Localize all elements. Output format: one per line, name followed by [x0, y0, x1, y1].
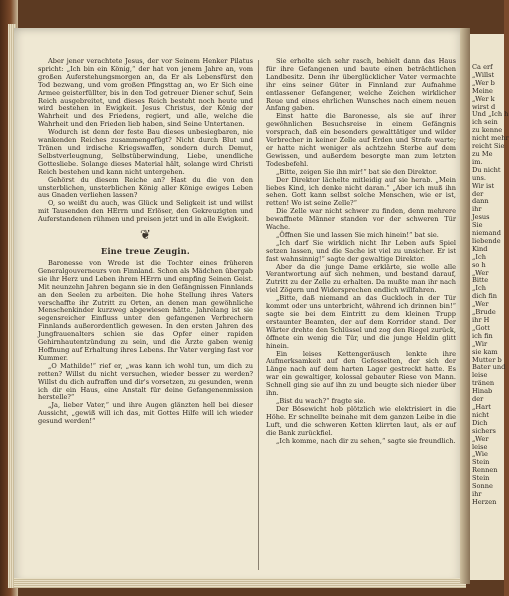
- facing-page-line: der: [472, 395, 484, 404]
- facing-page-line: tränen: [472, 379, 495, 388]
- facing-page-line: leise: [472, 442, 488, 451]
- facing-page-line: „Wer: [472, 434, 489, 443]
- paragraph: „Bist du wach?“ fragte sie.: [276, 396, 366, 405]
- facing-page-line: Kind: [472, 244, 488, 253]
- facing-page-line: der: [472, 189, 484, 198]
- facing-page-line: so h: [472, 260, 486, 269]
- page-bottom-edge: [14, 578, 466, 588]
- facing-page-line: sichers: [472, 426, 496, 435]
- facing-page-line: nicht mehr: [472, 134, 509, 143]
- facing-page-line: zu Me: [472, 149, 493, 158]
- facing-page-line: „Gott: [472, 323, 490, 332]
- paragraph: „Öffnen Sie und lassen Sie mich hinein!“ bat sie.: [276, 230, 439, 239]
- facing-page-line: Jesus: [472, 213, 490, 222]
- book-gutter: [460, 28, 470, 584]
- facing-page-line: „Hart: [472, 402, 491, 411]
- paragraph: Wodurch ist denn der feste Bau dieses unbesiegbaren, nie wankenden Reiches zusammengefügt? Nicht durch Blut und Tränen und irdische Kriegswaffen, sondern durch Demut, Selbstverleugnung, Selbstüberwindung, Liebe, unendliche Gottesliebe. Solange dieses Material hält, solange wird Christi Reich bestehen und kann nicht untergehen.: [38, 128, 253, 176]
- paragraph: Aber da die junge Dame erklärte, sie wolle alle Verantwortung auf sich nehmen, und bestand darauf, Zutritt zu der Zelle zu erhalten. Da mußte man ihr nach viel Zögern und Widersprechen endlich willfahren.: [266, 262, 456, 295]
- facing-page-line: Ca erf: [472, 63, 493, 71]
- facing-page-line: „Wer k: [472, 94, 495, 103]
- paragraph: „Bitte, zeigen Sie ihn mir!“ bat sie den Direktor.: [276, 167, 438, 176]
- facing-page-line: zu kenne: [472, 126, 503, 135]
- book-page-right: [470, 34, 509, 580]
- facing-page-line: „Ich: [472, 284, 486, 293]
- paragraph: Gehörst du diesem Reiche an? Hast du die von den unsterblichen, unsterblichen König aller Könige ewiges Leben aus Gnaden verliehen lassen?: [38, 175, 253, 200]
- facing-page-line: Sie: [472, 221, 483, 230]
- facing-page-line: ich sein: [472, 118, 498, 127]
- facing-page-line: Stein: [472, 458, 490, 467]
- facing-page-line: Sonne: [472, 482, 493, 491]
- paragraph: „Ich darf Sie wirklich nicht Ihr Leben aufs Spiel setzen lassen, und die Sache ist viel zu unsicher. Er ist fast wahnsinnig!“ sagte der gewaltige Direktor.: [266, 238, 456, 263]
- facing-page-line: „Brude: [472, 308, 496, 317]
- facing-page-line: niemand: [472, 229, 501, 238]
- facing-page-line: Hinab: [472, 387, 493, 396]
- facing-page-text: [470, 34, 509, 507]
- facing-page-line: sie kam: [472, 347, 498, 356]
- facing-page-line: Stein: [472, 474, 490, 483]
- facing-page-line: im.: [472, 157, 483, 166]
- paragraph: „Bitte, daß niemand an das Guckloch in der Tür kommt oder uns unterbricht, während ich drinnen bin!“ sagte sie bei dem Eintritt zu dem kleinen Trupp erstaunter Beamten, der auf dem Korridor stand. Der Wärter drehte den Schlüssel und zog den Riegel zurück, öffnete ein wenig die Tür, und die junge Heldin glitt hinein.: [266, 294, 456, 350]
- paragraph: Sie erholte sich sehr rasch, behielt dann das Haus für ihre Gefangenen und baute einen beträchtlichen Landbesitz. Denn ihr überglücklicher Vater vermachte ihr eins seiner Güter in Finnland zur Aufnahme entlassener Gefangener, welche Zeichen wirklicher Reue und eines ehrlichen Wunsches nach einem neuen Anfang gaben.: [266, 57, 456, 113]
- facing-page-line: Mutter b: [472, 355, 502, 364]
- facing-page-line: wirst d: [472, 102, 496, 111]
- facing-page-line: liebende: [472, 236, 501, 245]
- facing-page-line: Herzen: [472, 497, 497, 506]
- facing-page-line: reicht Sie: [472, 142, 505, 151]
- paragraph: Einst hatte die Baronesse, als sie auf ihrer gewöhnlichen Besuchsreise in einem Gefängnis vorsprach, daß ein besonders gewalttätiger und wilder Verbrecher in keiner Zelle auf Erden und Strafe warte; er hatte nicht weniger als achtzehn Sterbe auf dem Gewissen, und außerdem besorgte man zum letzten Todesbefehl.: [266, 112, 456, 168]
- paragraph: Der Bösewicht hob plötzlich wie elektrisiert in die Höhe. Er schnellte beinahe mit dem ganzen Leibe in die Luft, und die schweren Ketten klirrten laut, als er auf die Bank zurückfiel.: [266, 404, 456, 437]
- facing-page-line: ihr H: [472, 316, 490, 324]
- left-column: [38, 58, 253, 426]
- facing-page-line: ihr: [472, 489, 482, 498]
- section-heading: Eine treue Zeugin.: [101, 246, 190, 257]
- facing-page-line: Rennen: [472, 466, 498, 475]
- right-column: [266, 58, 456, 445]
- facing-page-line: „Wer b: [472, 78, 495, 87]
- paragraph: „Ja, lieber Vater,“ und ihre Augen glänzten hell bei dieser Aussicht, „gewiß will ich das, mit Gottes Hilfe will ich wieder gesund werden!“: [38, 401, 253, 426]
- facing-page-line: dich fin: [472, 292, 498, 301]
- paragraph: Baronesse von Wrede ist die Tochter eines früheren Generalgouverneurs von Finnland. Schon als Mädchen übergab sie ihr Herz und Leben ihrem HErrn und empfing Seinen Geist. Mit neunzehn Jahren begann sie in den Gefängnissen Finnlands an den Seelen zu arbeiten. Die hohe Stellung ihres Vaters verschaffte ihr Zutritt zu Orten, an denen man gewöhnliche Menschenkinder kurzweg abgewiesen hätte. Jahrelang ist sie segensreicher Einfluss unter den gefangenen Verbrechern Finnlands außerordentlich gewesen. In den ersten Jahren des Jungfrauenalters schien sie das Opfer einer rapiden Gehirnhautentzündung zu sein, und die Ärzte gaben wenig Hoffnung auf Erhaltung ihres Lebens. Ihr Vater verging fast vor Kummer.: [38, 259, 253, 362]
- facing-page-line: „Ich: [472, 252, 486, 261]
- facing-page-line: Dich: [472, 418, 488, 427]
- facing-page-line: ich fin: [472, 331, 493, 340]
- facing-page-line: „Wir: [472, 339, 488, 348]
- facing-page-line: „Willst: [472, 70, 495, 79]
- facing-page-line: Du nicht: [472, 165, 501, 174]
- paragraph: Die Zelle war nicht schwer zu finden, denn mehrere bewaffnete Männer standen vor der schweren Tür Wache.: [266, 207, 456, 232]
- paragraph: „Ich komme, nach dir zu sehen,“ sagte sie freundlich.: [276, 436, 456, 445]
- facing-page-line: dann: [472, 197, 489, 206]
- facing-page-line: „Wer: [472, 268, 489, 277]
- facing-page-line: Wir ist: [472, 181, 495, 190]
- column-divider: [258, 60, 259, 570]
- paragraph: Der Direktor lächelte mitleidig auf sie herab. „Mein liebes Kind, ich denke nicht daran.“ „Aber ich muß ihn sehen. Gott kann selbst solche Menschen, wie er ist, retten! Wo ist seine Zelle?“: [266, 175, 456, 208]
- paragraph: Ein leises Kettengeräusch lenkte ihre Aufmerksamkeit auf den Gefesselten, der sich der Länge nach auf dem harten Lager gestreckt hatte. Es war ein gewaltiger, kolossal gebauter Riese von Mann. Schnell ging sie auf ihn zu und beugte sich nieder über ihn.: [266, 349, 456, 398]
- paragraph: Aber jener verachtete Jesus, der vor Seinem Henker Pilatus spricht: „Ich bin ein König,“ der hat von jenem Jahre an, vom großen Auferstehungsmorgen an, da Er als Lebensfürst den Tod bezwang, und vom großen Pfingsttag an, wo Er Sich eine Armee geisterfüllter, bis in den Tod getreuer Diener schuf, Sein Reich ausgebreitet, und dieses Reich besteht noch heute und wird bestehen in Ewigkeit. Jesus Christus, der König der Wahrheit und des Friedens, regiert, und alle, welche die Wahrheit und den Frieden lieb haben, sind Seine Untertanen.: [38, 57, 253, 129]
- facing-page-line: „Wer: [472, 300, 489, 309]
- facing-page-line: Bitte: [472, 276, 489, 285]
- facing-page-line: Meine: [472, 86, 493, 95]
- paragraph: „O Mathilde!“ rief er, „was kann ich wohl tun, um dich zu retten? Willst du nicht versuchen, wieder besser zu werden? Willst du dich aufraffen und dir's vorsetzen, zu gesunden, wenn ich dir ein Haus, eine Anstalt für deine Gefangenenmission herstelle?“: [38, 361, 253, 402]
- facing-page-line: nicht: [472, 410, 489, 419]
- facing-page-line: „Wie: [472, 450, 488, 459]
- section-ornament: ❦: [140, 228, 151, 244]
- facing-page-line: ihr: [472, 205, 482, 214]
- facing-page-line: leise: [472, 371, 488, 380]
- facing-page-line: uns.: [472, 173, 486, 182]
- facing-page-line: Und „Ich h: [472, 110, 509, 119]
- facing-page-line: Bater und: [472, 363, 506, 372]
- paragraph: O, so weißt du auch, was Glück und Seligkeit ist und willst mit Tausenden den HErrn und Erlöser, den Gekreuzigten und Auferstandenen rühmen und preisen jetzt und in alle Ewigkeit.: [38, 199, 253, 224]
